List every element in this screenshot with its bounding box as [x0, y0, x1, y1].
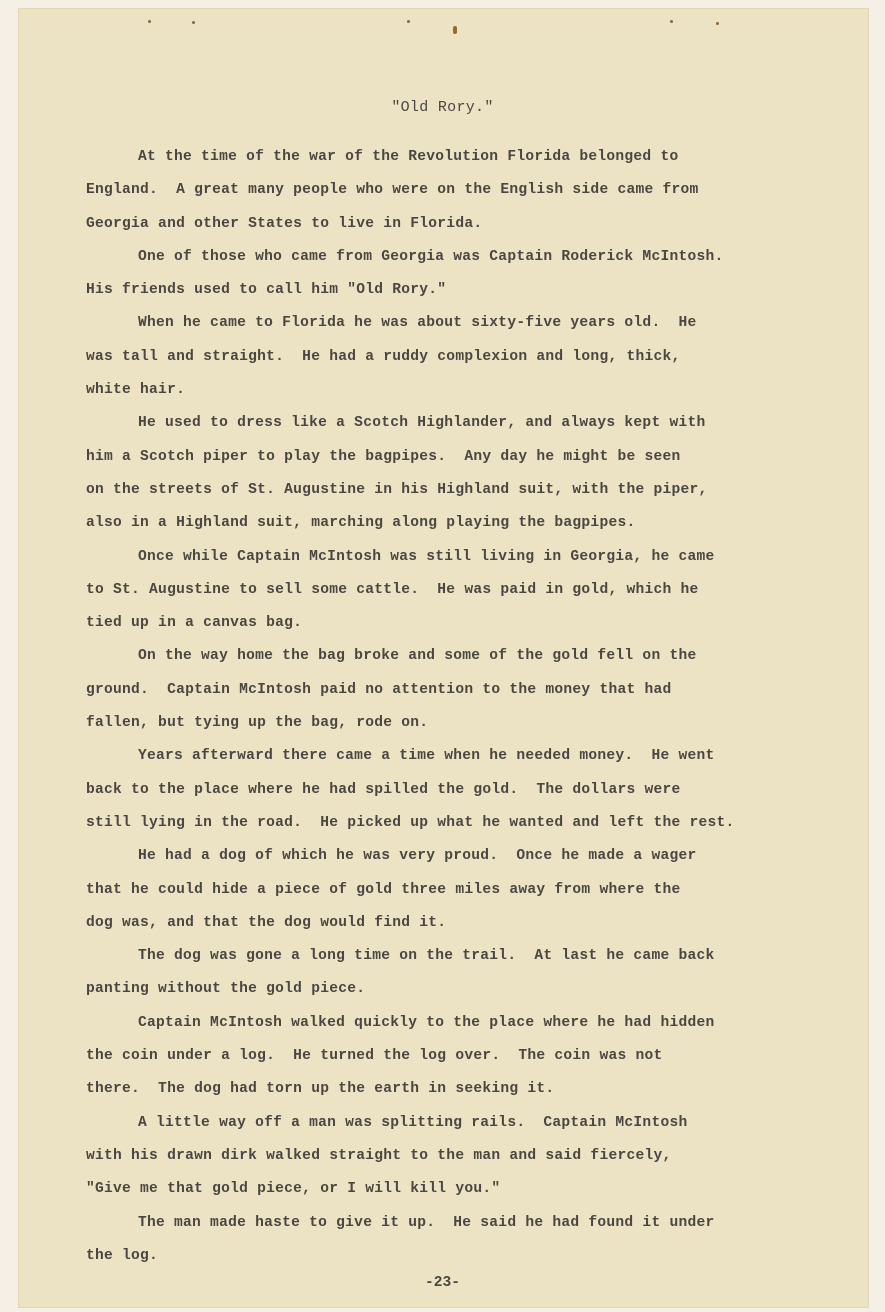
text-line: there. The dog had torn up the earth in seeking it. — [86, 1081, 555, 1098]
text-line: On the way home the bag broke and some of the gold fell on the — [138, 648, 697, 665]
text-line: to St. Augustine to sell some cattle. He was paid in gold, which he — [86, 581, 699, 598]
text-line: His friends used to call him "Old Rory." — [86, 282, 447, 299]
text-line: the coin under a log. He turned the log over. The coin was not — [86, 1048, 663, 1065]
text-line: A little way off a man was splitting rails. Captain McIntosh — [138, 1114, 688, 1131]
ink-speck — [192, 21, 195, 24]
text-line: back to the place where he had spilled the gold. The dollars were — [86, 781, 681, 798]
text-line: with his drawn dirk walked straight to the man and said fiercely, — [86, 1147, 672, 1164]
text-line: fallen, but tying up the bag, rode on. — [86, 715, 429, 732]
text-line: At the time of the war of the Revolution Florida belonged to — [138, 149, 679, 165]
text-line: panting without the gold piece. — [86, 981, 366, 998]
text-line: also in a Highland suit, marching along playing the bagpipes. — [86, 515, 636, 532]
text-line: The man made haste to give it up. He said he had found it under — [138, 1214, 715, 1231]
text-line: England. A great many people who were on the English side came from — [86, 182, 699, 199]
text-line: tied up in a canvas bag. — [86, 615, 303, 632]
text-line: Years afterward there came a time when he needed money. He went — [138, 748, 715, 765]
ink-speck — [407, 20, 410, 23]
text-line: still lying in the road. He picked up what he wanted and left the rest. — [86, 814, 735, 831]
ink-speck — [453, 26, 457, 34]
text-line: He had a dog of which he was very proud. Once he made a wager — [138, 848, 697, 865]
text-line: white hair. — [86, 382, 186, 399]
text-line: He used to dress like a Scotch Highlander, and always kept with — [138, 415, 706, 432]
ink-speck — [148, 20, 151, 23]
text-line: The dog was gone a long time on the trail. At last he came back — [138, 948, 715, 965]
text-line: Once while Captain McIntosh was still living in Georgia, he came — [138, 548, 715, 565]
text-line: on the streets of St. Augustine in his Highland suit, with the piper, — [86, 481, 708, 498]
text-line: him a Scotch piper to play the bagpipes. Any day he might be seen — [86, 448, 681, 465]
text-line: When he came to Florida he was about sixty-five years old. He — [138, 315, 697, 332]
ink-speck — [716, 22, 719, 25]
page-number: -23- — [424, 1275, 461, 1291]
text-line: was tall and straight. He had a ruddy complexion and long, thick, — [86, 348, 681, 365]
document-body — [86, 141, 846, 1273]
text-line: Captain McIntosh walked quickly to the place where he had hidden — [138, 1014, 715, 1031]
text-line: ground. Captain McIntosh paid no attention to the money that had — [86, 681, 672, 698]
text-line: One of those who came from Georgia was Captain Roderick McIntosh. — [138, 248, 724, 265]
text-line: dog was, and that the dog would find it. — [86, 914, 447, 931]
text-line: that he could hide a piece of gold three miles away from where the — [86, 881, 681, 898]
text-line: Georgia and other States to live in Florida. — [86, 215, 483, 232]
text-line: the log. — [86, 1247, 159, 1264]
ink-speck — [670, 20, 673, 23]
document-title: "Old Rory." — [391, 99, 494, 116]
text-line: "Give me that gold piece, or I will kill you." — [86, 1181, 501, 1198]
